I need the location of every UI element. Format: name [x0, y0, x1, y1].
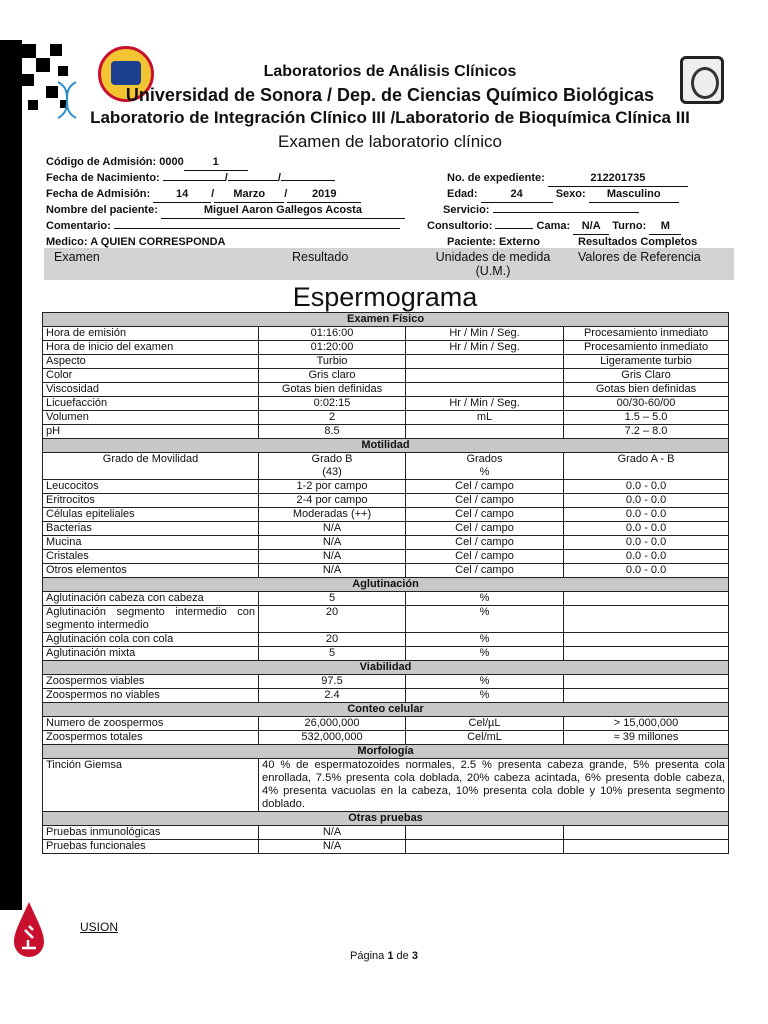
- row-result: N/A: [259, 564, 406, 578]
- section-row: [43, 661, 729, 675]
- row-reference: Ligeramente turbio: [564, 355, 729, 369]
- row-reference: Gotas bien definidas: [564, 383, 729, 397]
- codigo-value: 1: [184, 154, 248, 171]
- row-label: Mucina: [43, 536, 259, 550]
- row-result: Moderadas (++): [259, 508, 406, 522]
- col-examen: Examen: [54, 250, 100, 264]
- codigo-admision: Código de Admisión: 0000 1: [46, 154, 248, 171]
- col-referencia: Valores de Referencia: [578, 250, 701, 264]
- row-reference: 00/30-60/00: [564, 397, 729, 411]
- section-header-morfologia: Morfología: [43, 745, 729, 759]
- numero-expediente: No. de expediente: 212201735: [447, 170, 688, 187]
- row-unit: Cel / campo: [406, 564, 564, 578]
- row-result: N/A: [259, 840, 406, 854]
- table-row: [43, 731, 729, 745]
- row-label: Aglutinación mixta: [43, 647, 259, 661]
- section-row: [43, 703, 729, 717]
- row-result: 97.5: [259, 675, 406, 689]
- table-row: [43, 341, 729, 355]
- results-table: [42, 312, 729, 854]
- section-header-viabilidad: Viabilidad: [43, 661, 729, 675]
- row-reference: 0.0 - 0.0: [564, 564, 729, 578]
- row-unit: Hr / Min / Seg.: [406, 341, 564, 355]
- row-label: Hora de emisión: [43, 327, 259, 341]
- table-row: [43, 647, 729, 661]
- grado-movilidad-label: Grado de Movilidad: [43, 453, 259, 480]
- row-reference: ≈ 39 millones: [564, 731, 729, 745]
- section-header-conteo: Conteo celular: [43, 703, 729, 717]
- row-result: 01:16:00: [259, 327, 406, 341]
- row-label: Licuefacción: [43, 397, 259, 411]
- row-unit: Cel/mL: [406, 731, 564, 745]
- row-reference: [564, 633, 729, 647]
- document-title: Espermograma: [292, 282, 478, 312]
- row-label: Zoospermos viables: [43, 675, 259, 689]
- header-line-3: Laboratorio de Integración Clínico III /Laboratorio de Bioquímica Clínica III: [90, 108, 690, 127]
- row-reference: > 15,000,000: [564, 717, 729, 731]
- grado-movilidad-unit: Grados %: [406, 453, 564, 480]
- table-row: [43, 369, 729, 383]
- row-reference: [564, 606, 729, 633]
- row-unit: %: [406, 647, 564, 661]
- medico: Medico: A QUIEN CORRESPONDA: [46, 236, 226, 248]
- servicio: Servicio:: [443, 202, 639, 218]
- morfologia-label: Tinción Giemsa: [43, 759, 259, 812]
- row-result: 26,000,000: [259, 717, 406, 731]
- row-reference: 0.0 - 0.0: [564, 494, 729, 508]
- row-unit: Cel / campo: [406, 494, 564, 508]
- row-reference: 7.2 – 8.0: [564, 425, 729, 439]
- section-header-aglutinacion: Aglutinación: [43, 578, 729, 592]
- row-unit: Cel / campo: [406, 480, 564, 494]
- row-unit: Hr / Min / Seg.: [406, 327, 564, 341]
- table-row: [43, 592, 729, 606]
- row-result: 0:02:15: [259, 397, 406, 411]
- row-unit: %: [406, 606, 564, 633]
- table-row: [43, 550, 729, 564]
- left-edge-bar: [0, 40, 22, 910]
- row-result: N/A: [259, 826, 406, 840]
- table-row: [43, 675, 729, 689]
- row-result: Gris claro: [259, 369, 406, 383]
- row-unit: [406, 355, 564, 369]
- col-unidades: Unidades de medida (U.M.): [435, 250, 551, 278]
- table-row: [43, 425, 729, 439]
- column-header-bar: [44, 248, 734, 280]
- row-result: 20: [259, 633, 406, 647]
- row-reference: 0.0 - 0.0: [564, 536, 729, 550]
- row-label: Aglutinación cabeza con cabeza: [43, 592, 259, 606]
- row-label: Zoospermos totales: [43, 731, 259, 745]
- row-result: 2-4 por campo: [259, 494, 406, 508]
- resultados-completos: Resultados Completos: [578, 236, 698, 248]
- motility-grade-row: [43, 453, 729, 480]
- row-unit: %: [406, 689, 564, 703]
- row-label: Aglutinación segmento intermedio con segmento intermedio: [43, 606, 259, 633]
- fecha-admision: Fecha de Admisión: 14 / Marzo / 2019: [46, 186, 361, 203]
- row-label: Células epiteliales: [43, 508, 259, 522]
- row-result: 20: [259, 606, 406, 633]
- row-reference: [564, 826, 729, 840]
- row-unit: mL: [406, 411, 564, 425]
- section-row: [43, 313, 729, 327]
- row-reference: 0.0 - 0.0: [564, 508, 729, 522]
- table-row: [43, 411, 729, 425]
- row-unit: [406, 425, 564, 439]
- row-label: Pruebas inmunológicas: [43, 826, 259, 840]
- row-reference: 0.0 - 0.0: [564, 522, 729, 536]
- row-result: 5: [259, 592, 406, 606]
- fecha-nacimiento: Fecha de Nacimiento: / /: [46, 170, 335, 186]
- comentario: Comentario:: [46, 218, 400, 234]
- col-resultado: Resultado: [292, 250, 349, 264]
- row-label: Otros elementos: [43, 564, 259, 578]
- row-unit: [406, 383, 564, 397]
- row-result: Turbio: [259, 355, 406, 369]
- row-label: Numero de zoospermos: [43, 717, 259, 731]
- row-unit: %: [406, 633, 564, 647]
- table-row: [43, 536, 729, 550]
- grado-movilidad-value: Grado B (43): [259, 453, 406, 480]
- row-unit: Cel/µL: [406, 717, 564, 731]
- row-unit: Cel / campo: [406, 522, 564, 536]
- row-reference: [564, 689, 729, 703]
- section-row: [43, 812, 729, 826]
- row-reference: [564, 675, 729, 689]
- grado-movilidad-ref: Grado A - B: [564, 453, 729, 480]
- row-reference: Gris Claro: [564, 369, 729, 383]
- table-row: [43, 689, 729, 703]
- table-row: [43, 717, 729, 731]
- exam-subtitle: Examen de laboratorio clínico: [278, 132, 502, 151]
- row-unit: %: [406, 675, 564, 689]
- row-unit: Cel / campo: [406, 508, 564, 522]
- row-result: 5: [259, 647, 406, 661]
- row-label: Zoospermos no viables: [43, 689, 259, 703]
- row-label: Hora de inicio del examen: [43, 341, 259, 355]
- row-label: Aglutinación cola con cola: [43, 633, 259, 647]
- row-result: N/A: [259, 550, 406, 564]
- consultorio-cama-turno: Consultorio: Cama: N/A Turno: M: [427, 218, 681, 235]
- row-reference: [564, 647, 729, 661]
- row-reference: [564, 840, 729, 854]
- row-unit: [406, 840, 564, 854]
- row-label: Bacterias: [43, 522, 259, 536]
- section-row: [43, 439, 729, 453]
- row-unit: Cel / campo: [406, 550, 564, 564]
- row-result: 2: [259, 411, 406, 425]
- row-unit: [406, 826, 564, 840]
- nombre-paciente: Nombre del paciente: Miguel Aaron Gallegos Acosta: [46, 202, 405, 219]
- section-header-motilidad: Motilidad: [43, 439, 729, 453]
- table-row: [43, 522, 729, 536]
- row-label: Pruebas funcionales: [43, 840, 259, 854]
- row-label: Cristales: [43, 550, 259, 564]
- row-label: Aspecto: [43, 355, 259, 369]
- table-row: [43, 355, 729, 369]
- row-result: 532,000,000: [259, 731, 406, 745]
- header-line-2: Universidad de Sonora / Dep. de Ciencias Químico Biológicas: [125, 85, 655, 105]
- row-label: Viscosidad: [43, 383, 259, 397]
- row-reference: [564, 592, 729, 606]
- row-label: Volumen: [43, 411, 259, 425]
- row-reference: Procesamiento inmediato: [564, 341, 729, 355]
- row-label: Color: [43, 369, 259, 383]
- table-row: [43, 508, 729, 522]
- row-reference: Procesamiento inmediato: [564, 327, 729, 341]
- expediente-value: 212201735: [548, 170, 688, 187]
- page-number: Página 1 de 3: [350, 950, 418, 962]
- table-row: [43, 840, 729, 854]
- row-label: Leucocitos: [43, 480, 259, 494]
- header-line-1: Laboratorios de Análisis Clínicos: [263, 63, 517, 80]
- row-reference: 0.0 - 0.0: [564, 550, 729, 564]
- row-result: Gotas bien definidas: [259, 383, 406, 397]
- row-result: 1-2 por campo: [259, 480, 406, 494]
- section-row: [43, 578, 729, 592]
- conclusion-heading: USION: [80, 920, 119, 934]
- row-result: 01:20:00: [259, 341, 406, 355]
- paciente-tipo: Paciente: Externo: [447, 236, 540, 248]
- section-row: [43, 745, 729, 759]
- table-row: [43, 480, 729, 494]
- row-unit: %: [406, 592, 564, 606]
- edad-sexo: Edad: 24 Sexo: Masculino: [447, 186, 679, 203]
- table-row: [43, 826, 729, 840]
- table-row: [43, 494, 729, 508]
- table-row: [43, 633, 729, 647]
- table-row: [43, 327, 729, 341]
- row-reference: 1.5 – 5.0: [564, 411, 729, 425]
- morfologia-row: [43, 759, 729, 812]
- row-label: Eritrocitos: [43, 494, 259, 508]
- row-result: 8.5: [259, 425, 406, 439]
- table-row: [43, 397, 729, 411]
- table-row: [43, 383, 729, 397]
- morfologia-text: 40 % de espermatozoides normales, 2.5 % presenta cabeza grande, 5% presenta cola enrollada, 7.5% presenta cola doblada, 20% cabeza acintada, 6% presenta doble cabeza, 4% presenta vacuolas en la cabeza, 10% presenta cola doble y 10% presenta segmento doblado.: [259, 759, 729, 812]
- table-row: [43, 606, 729, 633]
- row-result: N/A: [259, 522, 406, 536]
- row-unit: [406, 369, 564, 383]
- row-label: pH: [43, 425, 259, 439]
- section-header-otras: Otras pruebas: [43, 812, 729, 826]
- row-unit: Cel / campo: [406, 536, 564, 550]
- row-unit: Hr / Min / Seg.: [406, 397, 564, 411]
- row-result: N/A: [259, 536, 406, 550]
- section-header-fisico: Examen Físico: [43, 313, 729, 327]
- row-reference: 0.0 - 0.0: [564, 480, 729, 494]
- table-row: [43, 564, 729, 578]
- row-result: 2.4: [259, 689, 406, 703]
